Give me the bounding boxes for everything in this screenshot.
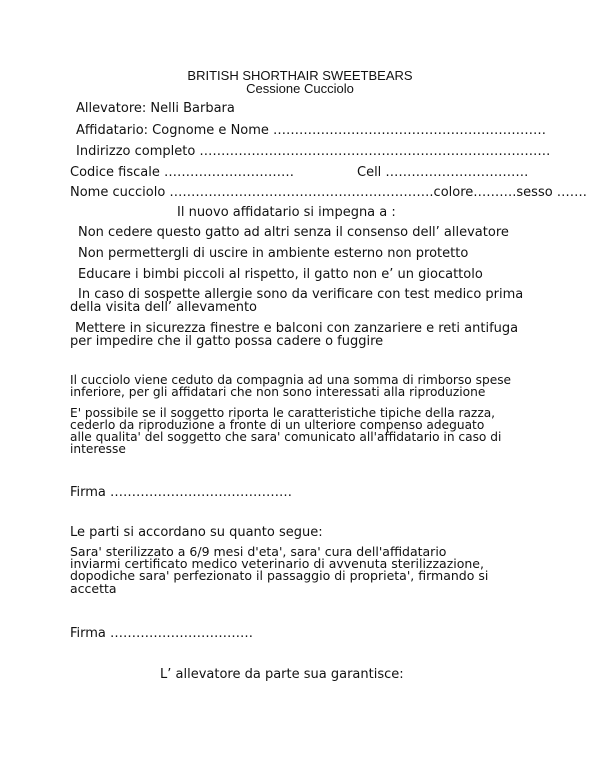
firma-line: Firma …………………………… [70,626,254,641]
compagnia-line: alle qualita' del soggetto che sara' comunicato all'affidatario in caso di [70,430,502,444]
field-codice-fiscale: Codice fiscale ………………………… [70,165,294,180]
compagnia-line: E' possibile se il soggetto riporta le caratteristiche tipiche della razza, [70,406,496,420]
impegno-item: Educare i bimbi piccoli al rispetto, il gatto non e’ un giocattolo [78,267,483,282]
accordo-line: inviarmi certificato medico veterinario di avvenuta sterilizzazione, [70,556,484,571]
accordo-line: dopodiche sara' perfezionato il passaggio di proprieta', firmando si [70,568,489,583]
compagnia-line: interesse [70,442,126,456]
impegno-item: In caso di sospette allergie sono da verificare con test medico prima [78,287,524,302]
impegno-item: Mettere in sicurezza finestre e balconi con zanzariere e reti antifuga [75,321,519,336]
compagnia-line: inferiore, per gli affidatari che non sono interessati alla riproduzione [70,385,486,399]
field-nome-cucciolo: Nome cucciolo …………………………………………………….colore……….sesso ……. [70,185,587,200]
compagnia-line: cederlo da riproduzione a fronte di un ulteriore compenso adeguato [70,418,485,432]
accordo-line: Sara' sterilizzato a 6/9 mesi d'eta', sara' cura dell'affidatario [70,544,447,559]
firma-line: Firma …………………………………… [70,485,293,500]
impegno-item-cont: della visita dell’ allevamento [70,300,257,315]
field-allevatore: Allevatore: Nelli Barbara [76,101,235,116]
field-indirizzo: Indirizzo completo ……………………………………………………………………… [76,144,551,159]
impegno-item: Non cedere questo gatto ad altri senza il consenso dell’ allevatore [78,225,509,240]
garanzia-heading: L’ allevatore da parte sua garantisce: [160,667,404,682]
accordo-line: accetta [70,581,117,596]
impegno-item: Non permettergli di uscire in ambiente esterno non protetto [78,246,469,261]
field-cell: Cell …………………………… [357,165,529,180]
compagnia-line: Il cucciolo viene ceduto da compagnia ad una somma di rimborso spese [70,373,512,387]
impegni-heading: Il nuovo affidatario si impegna a : [177,205,396,220]
impegno-item-cont: per impedire che il gatto possa cadere o fuggire [70,334,384,349]
document-title: BRITISH SHORTHAIR SWEETBEARS [187,68,413,83]
field-affidatario: Affidatario: Cognome e Nome ……………………………………………………… [76,123,547,138]
document-subtitle: Cessione Cucciolo [246,81,354,96]
accordo-heading: Le parti si accordano su quanto segue: [70,525,323,540]
